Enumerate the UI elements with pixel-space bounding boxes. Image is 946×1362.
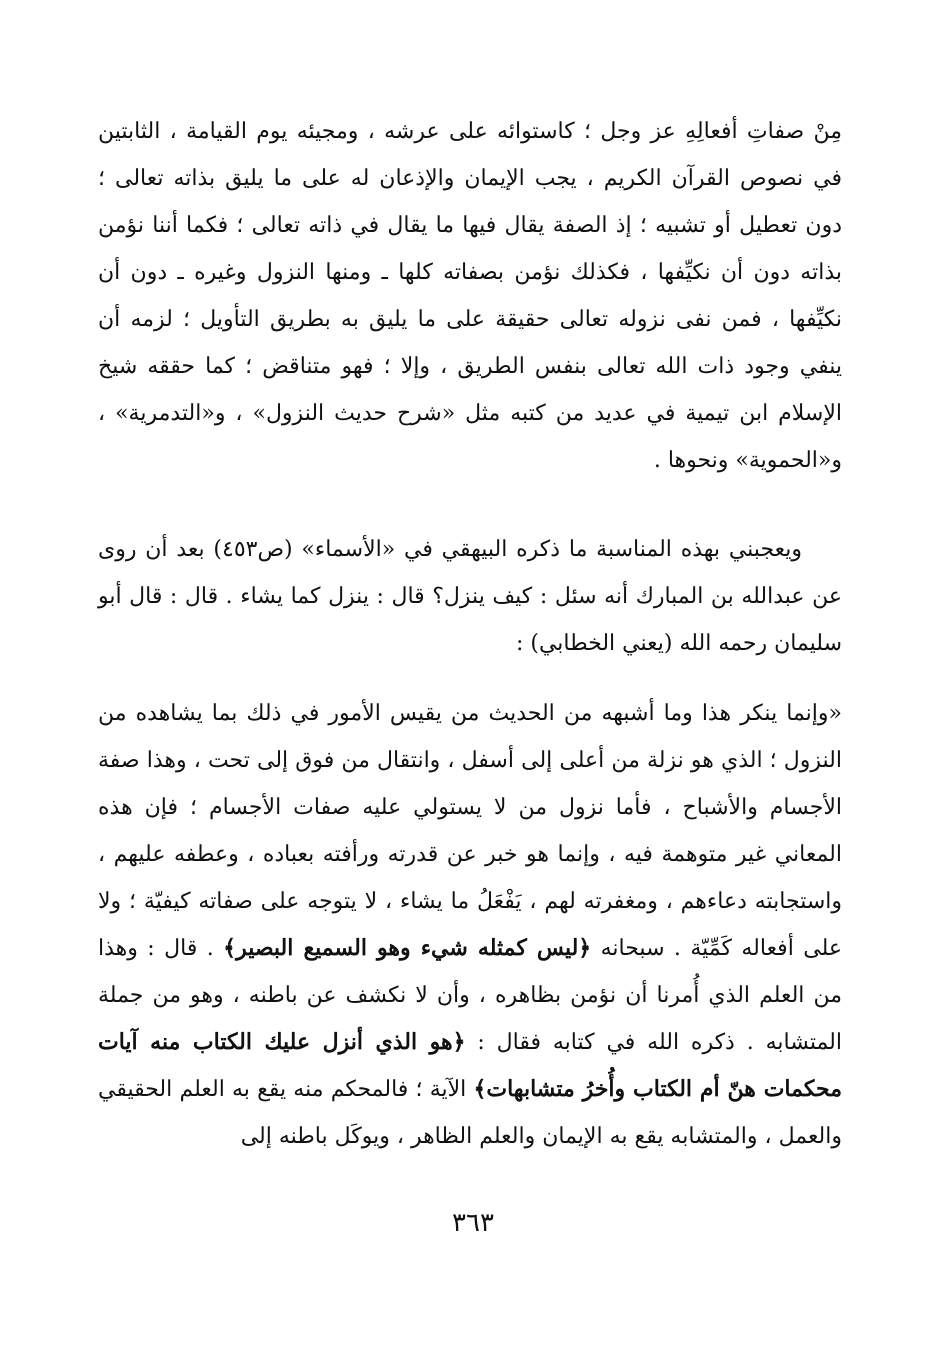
paragraph-2: ويعجبني بهذه المناسبة ما ذكره البيهقي في «الأسماء» (ص٤٥٣) بعد أن روى عن عبدالله بن المبارك أنه سئل : كيف ينزل؟ قال : ينزل كما يشاء . قال : قال أبو سليمان رحمه الله (يعني الخطابي) : [98, 537, 842, 656]
quote-text-part-2: . قال : وهذا من العلم الذي أُمرنا أن نؤمن بظاهره ، وأن لا نكشف عن باطنه ، وهو من جملة المتشابه . ذكره الله في كتابه فقال : [98, 936, 843, 1055]
quran-verse-2: ﴿هو الذي أنزل عليك الكتاب منه آيات محكمات هنّ أم الكتاب وأُخرُ متشابهات﴾ [98, 1029, 842, 1102]
quran-verse-1: ﴿ليس كمثله شيء وهو السميع البصير﴾ [223, 935, 592, 961]
paragraph-1: مِنْ صفاتِ أفعالِهِ عز وجل ؛ كاستوائه على عرشه ، ومجيئه يوم القيامة ، الثابتين في نصوص القرآن الكريم ، يجب الإيمان والإذعان له على ما يليق بذاته تعالى ؛ دون تعطيل أو تشبيه ؛ إذ الصفة يقال فيها ما يقال في ذاته تعالى ؛ فكما أننا نؤمن بذاته دون أن نكيِّفها ، فكذلك نؤمن بصفاته كلها ـ ومنها النزول وغيره ـ دون أن نكيِّفها ، فمن نفى نزوله تعالى حقيقة على ما يليق به بطريق التأويل ؛ لزمه أن ينفي وجود ذات الله تعالى بنفس الطريق ، وإلا ؛ فهو متناقض ؛ كما حققه شيخ الإسلام ابن تيمية في عديد من كتبه مثل «شرح حديث النزول» ، و«التدمرية» ، و«الحموية» ونحوها . [98, 119, 842, 473]
paragraph-3-quotation [98, 690, 842, 1160]
quote-text-part-3: الآية ؛ فالمحكم منه يقع به العلم الحقيقي والعمل ، والمتشابه يقع به الإيمان والعلم الظاهر ، ويوكَل باطنه إلى [98, 1077, 842, 1149]
quote-text-part-1: «وإنما ينكر هذا وما أشبهه من الحديث من يقيس الأمور في ذلك بما يشاهده من النزول ؛ الذي هو نزلة من أعلى إلى أسفل ، وانتقال من فوق إلى تحت ، وهذا صفة الأجسام والأشباح ، فأما نزول من لا يستولي عليه صفات الأجسام ؛ فإن هذه المعاني غير متوهمة فيه ، وإنما هو خبر عن قدرته ورأفته بعباده ، وعطفه عليهم ، واستجابته دعاءهم ، ومغفرته لهم ، يَفْعَلُ ما يشاء ، لا يتوجه على صفاته كيفيّة ؛ ولا على أفعاله كَمِّيّة . سبحانه [98, 701, 843, 961]
page-number: ٣٦٣ [452, 1208, 494, 1238]
